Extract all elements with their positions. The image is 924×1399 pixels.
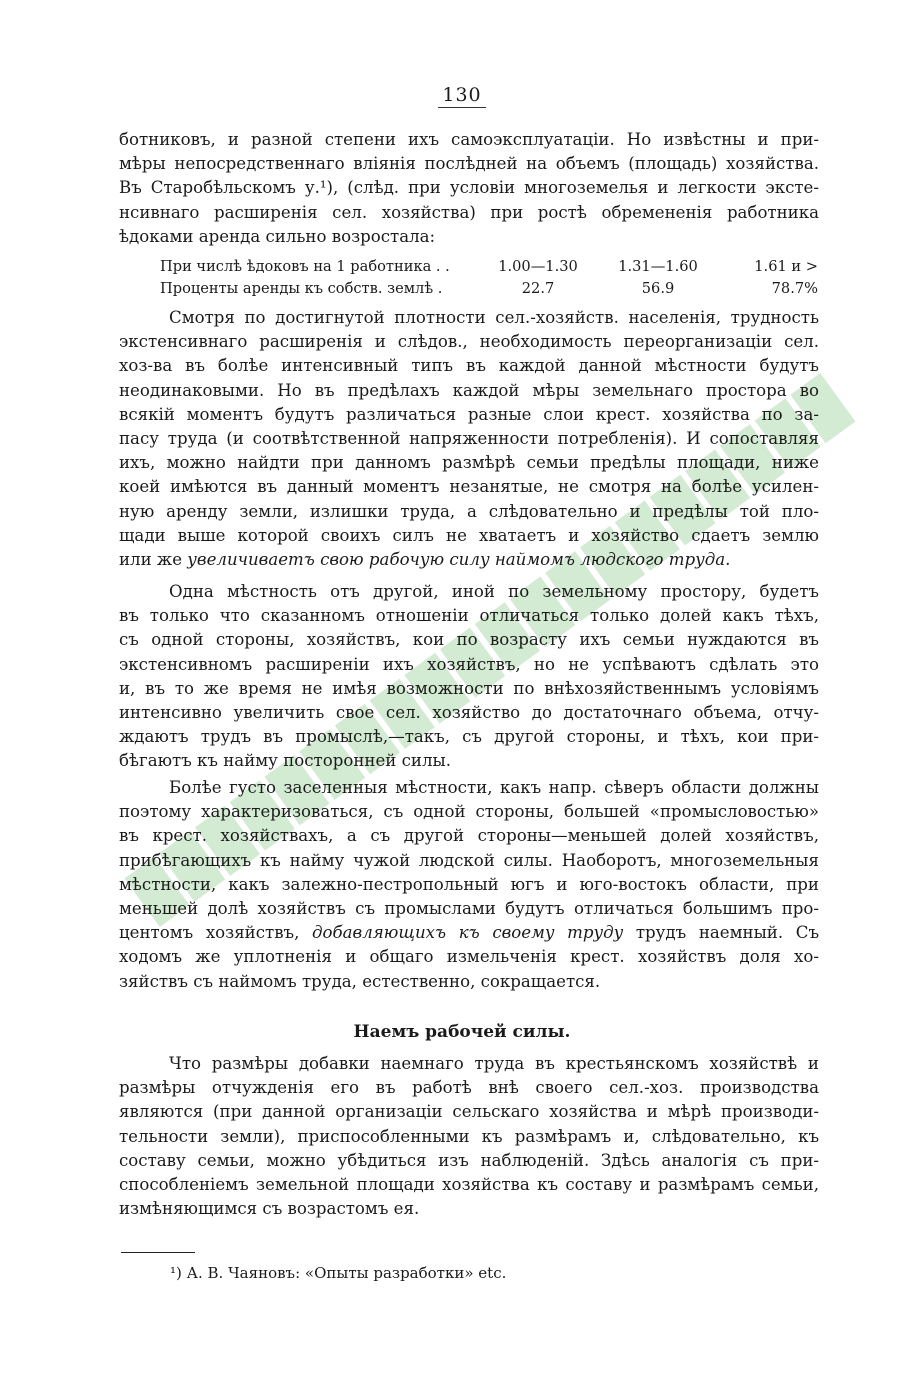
emphasis-text: увеличиваетъ свою рабочую силу наймомъ людского труда. — [187, 549, 731, 569]
text-line: мѣстности, какъ залежно-пестропольный югъ и юго-востокъ области, при — [119, 874, 819, 894]
text-line: пасу труда (и соотвѣтственной напряженности потребленія). И сопоставляя — [119, 428, 819, 448]
text-line: Что размѣры добавки наемнаго труда въ крестьянскомъ хозяйствѣ и — [169, 1054, 819, 1073]
text-line: Смотря по достигнутой плотности сел.-хозяйств. населенія, трудность — [169, 308, 819, 327]
text-line: интенсивно увеличить свое сел. хозяйство до достаточнаго объема, отчу- — [119, 702, 819, 722]
table-row — [160, 256, 820, 278]
table-cell: 1.00—1.30 — [498, 258, 578, 275]
text-line: ихъ, можно найдти при данномъ размѣрѣ семьи предѣлы площади, ниже — [119, 453, 819, 473]
text-line: размѣры отчужденія его въ работѣ внѣ своего сел.-хоз. производства — [119, 1078, 819, 1098]
text-line: щади выше которой своихъ силъ не хватаетъ и хозяйство сдаетъ землю — [119, 525, 819, 545]
text-line: коей имѣются въ данный моментъ незанятые, не смотря на болѣе усилен- — [119, 477, 819, 497]
text-line: зяйствъ съ наймомъ труда, естественно, сокращается. — [119, 971, 601, 991]
row-label: Проценты аренды къ собств. землѣ . — [160, 280, 443, 297]
text-line: ную аренду земли, излишки труда, а слѣдовательно и предѣлы той пло- — [119, 501, 819, 521]
text-line: хоз-ва въ болѣе интенсивный типъ въ каждой данной мѣстности будутъ — [119, 356, 819, 376]
table-row — [160, 278, 820, 300]
text-line: экстенсивномъ расширеніи ихъ хозяйствъ, но не успѣваютъ сдѣлать это — [119, 654, 819, 674]
text-line: ждаютъ трудъ въ промыслѣ,—такъ, съ другой стороны, и тѣхъ, кои при- — [119, 727, 819, 747]
footnote: ¹) А. В. Чаяновъ: «Опыты разработки» etc. — [170, 1264, 507, 1282]
text-line — [119, 921, 819, 945]
row-label: При числѣ ѣдоковъ на 1 работника . . — [160, 258, 450, 275]
text-line: тельности земли), приспособленными къ размѣрамъ и, слѣдовательно, къ — [119, 1126, 819, 1146]
text-line: поэтому характеризоваться, съ одной стороны, большей «промысловостью» — [119, 802, 819, 822]
text-line: способленіемъ земельной площади хозяйства къ составу и размѣрамъ семьи, — [119, 1174, 819, 1194]
table-cell: 78.7% — [771, 280, 818, 297]
text-line: съ одной стороны, хозяйствъ, кои по возрасту ихъ семьи нуждаются въ — [119, 630, 819, 650]
footnote-divider — [121, 1252, 195, 1253]
table-cell: 1.61 и > — [754, 258, 818, 275]
text-fragment: центомъ хозяйствъ, — [119, 923, 313, 943]
text-line: ѣдоками аренда сильно возростала: — [119, 226, 436, 246]
text-line: составу семьи, можно убѣдиться изъ наблюденій. Здѣсь аналогія съ при- — [119, 1150, 819, 1170]
text-line: нсивнаго расширенія сел. хозяйства) при ростѣ обремененія работника — [119, 202, 819, 222]
table-cell: 1.31—1.60 — [618, 258, 698, 275]
table-cell: 22.7 — [521, 280, 555, 297]
text-line: неодинаковыми. Но въ предѣлахъ каждой мѣры земельнаго простора во — [119, 380, 819, 400]
data-table — [160, 256, 820, 300]
paragraph-4 — [119, 776, 819, 994]
page-number: 130 — [0, 84, 924, 106]
text-line: въ только что сказанномъ отношеніи отличаться только долей какъ тѣхъ, — [119, 606, 819, 626]
text-line: ходомъ же уплотненія и общаго измельченія крест. хозяйствъ доля хо- — [119, 947, 819, 967]
table-cell: 56.9 — [641, 280, 675, 297]
paragraph-5 — [119, 1052, 819, 1221]
section-heading: Наемъ рабочей силы. — [353, 1022, 571, 1042]
text-line — [119, 548, 819, 572]
text-line: ботниковъ, и разной степени ихъ самоэксплуатаціи. Но извѣстны и при- — [119, 130, 819, 149]
text-line: прибѣгающихъ къ найму чужой людской силы. Наоборотъ, многоземельныя — [119, 850, 819, 870]
text-line: мѣры непосредственнаго вліянія послѣдней на объемъ (площадь) хозяйства. — [119, 154, 819, 174]
paragraph-1 — [119, 128, 819, 249]
text-line: бѣгаютъ къ найму посторонней силы. — [119, 751, 451, 771]
text-line: Въ Старобѣльскомъ у.¹), (слѣд. при условіи многоземелья и легкости экстe- — [119, 178, 819, 198]
text-line: въ крест. хозяйствахъ, а съ другой стороны—меньшей долей хозяйствъ, — [119, 826, 819, 846]
paragraph-2 — [119, 306, 819, 572]
text-line: Болѣе густо заселенныя мѣстности, какъ напр. сѣверъ области должны — [169, 778, 819, 797]
paragraph-3 — [119, 580, 819, 774]
text-line: и, въ то же время не имѣя возможности по внѣхозяйственнымъ условіямъ — [119, 678, 819, 698]
text-fragment: трудъ наемный. Съ — [623, 923, 820, 943]
emphasis-text: добавляющихъ къ своему труду — [312, 923, 624, 943]
text-line: всякій моментъ будутъ различаться разные слои крест. хозяйства по за- — [119, 404, 819, 424]
text-line: экстенсивнаго расширенія и слѣдов., необходимость переорганизаціи сел. — [119, 332, 819, 352]
text-line: Одна мѣстность отъ другой, иной по земельному простору, будетъ — [169, 582, 819, 601]
text-line: измѣняющимся съ возрастомъ ея. — [119, 1199, 420, 1219]
text-line: меньшей долѣ хозяйствъ съ промыслами будутъ отличаться большимъ про- — [119, 898, 819, 918]
text-fragment: или же — [119, 549, 188, 569]
text-line: являются (при данной организаціи сельскаго хозяйства и мѣрѣ производи- — [119, 1102, 819, 1122]
